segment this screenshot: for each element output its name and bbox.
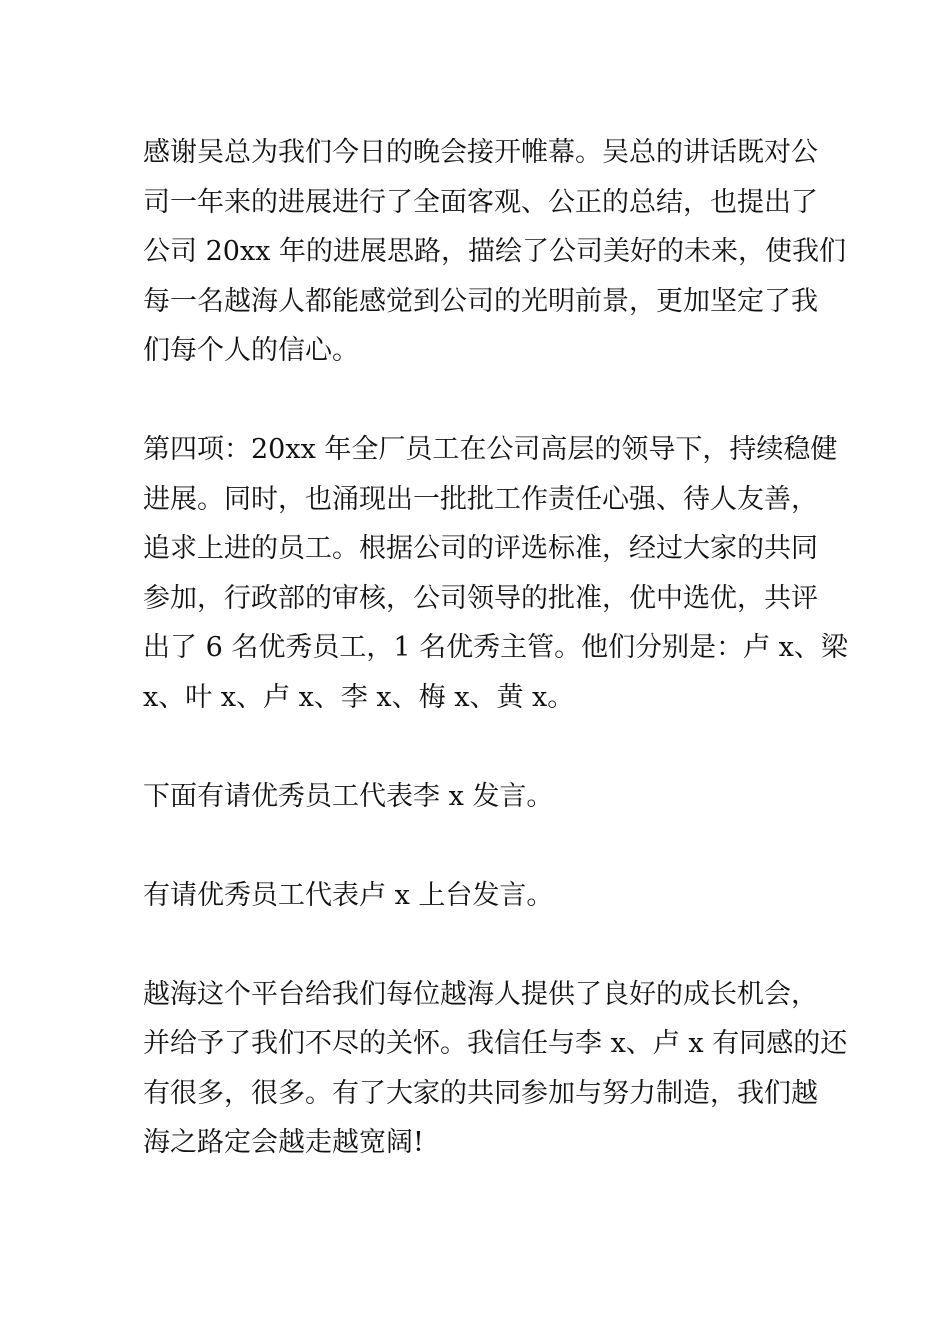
paragraph-spacer — [143, 376, 807, 426]
paragraph-spacer — [143, 722, 807, 772]
document-body — [143, 128, 848, 1168]
paragraph-invite-li — [143, 772, 807, 822]
paragraph-closing — [143, 970, 848, 1168]
paragraph-spacer — [143, 821, 807, 871]
text-line: 越海这个平台给我们每位越海人提供了良好的成长机会， — [143, 978, 818, 1010]
paragraph-item-four — [143, 425, 848, 722]
text-line: 并给予了我们不尽的关怀。我信任与李 x、卢 x 有同感的还 — [143, 1028, 848, 1059]
text-line: 追求上进的员工。根据公司的评选标准，经过大家的共同 — [143, 533, 818, 564]
paragraph-invite-lu — [143, 871, 807, 921]
text-line: 感谢吴总为我们今日的晚会接开帷幕。吴总的讲话既对公 — [143, 137, 818, 168]
text-line: 们每个人的信心。 — [143, 335, 359, 366]
text-line: 有很多，很多。有了大家的共同参加与努力制造，我们越 — [143, 1077, 818, 1109]
text-line: 第四项：20xx 年全厂员工在公司高层的领导下，持续稳健 — [143, 434, 838, 465]
text-line: 出了 6 名优秀员工，1 名优秀主管。他们分别是：卢 x、梁 — [143, 632, 848, 663]
text-line: 参加，行政部的审核，公司领导的批准，优中选优，共评 — [143, 582, 818, 614]
text-line: 公司 20xx 年的进展思路，描绘了公司美好的未来，使我们 — [143, 236, 846, 267]
paragraph-thanks — [143, 128, 846, 376]
text-line: 每一名越海人都能感觉到公司的光明前景，更加坚定了我 — [143, 285, 818, 317]
text-line: x、叶 x、卢 x、李 x、梅 x、黄 x。 — [143, 681, 575, 713]
paragraph-spacer — [143, 920, 807, 970]
text-line: 司一年来的进展进行了全面客观、公正的总结，也提出了 — [143, 186, 818, 218]
text-line: 海之路定会越走越宽阔! — [143, 1127, 424, 1158]
text-line: 有请优秀员工代表卢 x 上台发言。 — [143, 879, 554, 911]
text-line: 下面有请优秀员工代表李 x 发言。 — [143, 780, 554, 812]
text-line: 进展。同时，也涌现出一批批工作责任心强、待人友善， — [143, 483, 818, 515]
